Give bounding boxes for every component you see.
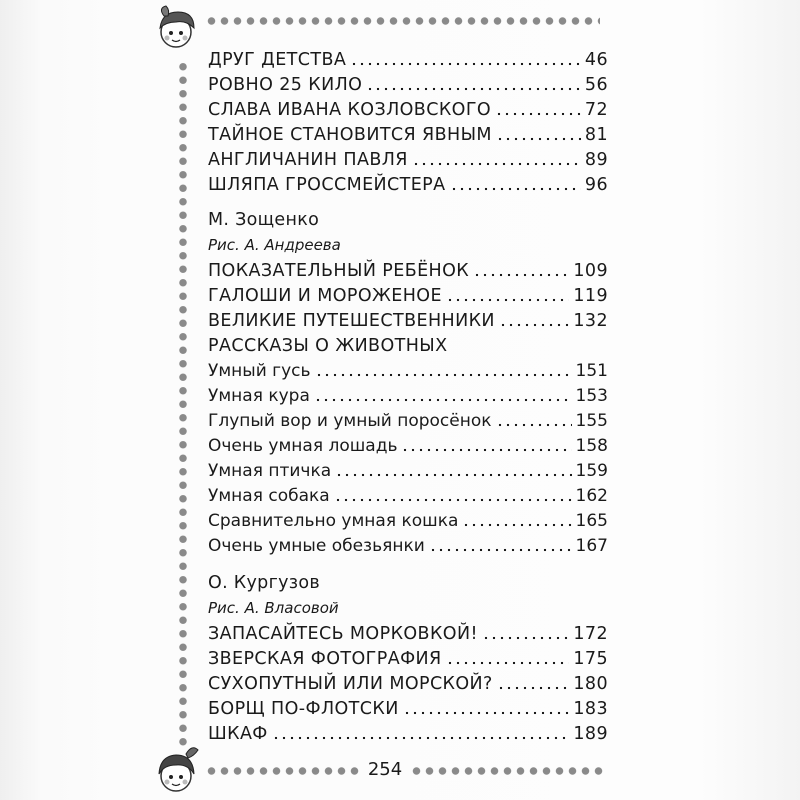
entry-title: Умная собака [208, 486, 330, 506]
toc-entry[interactable] [208, 359, 608, 383]
dot-border-top [205, 14, 600, 28]
entry-page: 89 [584, 150, 608, 170]
entry-title: СУХОПУТНЫЙ ИЛИ МОРСКОЙ? [208, 674, 493, 694]
dot-leader [473, 273, 569, 277]
toc-entry[interactable] [208, 484, 608, 508]
dot-leader [334, 498, 572, 502]
entry-title: Сравнительно умная кошка [208, 511, 459, 531]
entry-page: 172 [573, 624, 608, 644]
entry-page: 96 [584, 175, 608, 195]
toc-entry[interactable] [208, 622, 608, 646]
entry-page: 180 [573, 674, 608, 694]
toc-entry[interactable] [208, 309, 608, 333]
entry-title: ЗВЕРСКАЯ ФОТОГРАФИЯ [208, 649, 442, 669]
entry-title: ВЕЛИКИЕ ПУТЕШЕСТВЕННИКИ [208, 311, 495, 331]
entry-page: 72 [584, 100, 608, 120]
entry-title: СЛАВА ИВАНА КОЗЛОВСКОГО [208, 100, 492, 120]
entry-title: РОВНО 25 КИЛО [208, 75, 363, 95]
entry-title: Глупый вор и умный поросёнок [208, 411, 492, 431]
toc-entry[interactable] [208, 672, 608, 696]
entry-title: ШЛЯПА ГРОССМЕЙСТЕРА [208, 175, 446, 195]
entry-page: 109 [573, 261, 608, 281]
entry-page: 132 [573, 311, 608, 331]
toc-subheading[interactable] [208, 334, 608, 358]
entry-title: ПОКАЗАТЕЛЬНЫЙ РЕБЁНОК [208, 261, 470, 281]
entry-page: 159 [575, 461, 608, 481]
girl-face-icon [150, 742, 206, 798]
dot-leader [462, 523, 571, 527]
section-illustrator: Рис. А. Власовой [208, 599, 339, 617]
page-number: 254 [367, 759, 403, 780]
entry-page: 189 [573, 724, 608, 744]
entry-title: ЗАПАСАЙТЕСЬ МОРКОВКОЙ! [208, 624, 478, 644]
entry-page: 46 [584, 50, 608, 70]
toc-entry[interactable] [208, 148, 608, 172]
toc-entry[interactable] [208, 284, 608, 308]
dot-leader [499, 323, 570, 327]
dot-leader [446, 298, 569, 302]
entry-page: 162 [575, 486, 608, 506]
toc-entry[interactable] [208, 173, 608, 197]
entry-page: 151 [575, 361, 608, 381]
entry-title: ШКАФ [208, 724, 268, 744]
toc-entry[interactable] [208, 722, 608, 746]
dot-leader [446, 661, 570, 665]
dot-leader [401, 448, 571, 452]
toc-entry[interactable] [208, 48, 608, 72]
toc-entry[interactable] [208, 73, 608, 97]
dot-leader [412, 162, 581, 166]
section-author: О. Кургузов [208, 573, 320, 593]
toc-entry[interactable] [208, 98, 608, 122]
dot-border-bottom-right [410, 764, 605, 778]
entry-title: Очень умные обезьянки [208, 536, 425, 556]
dot-border-left [176, 60, 190, 750]
entry-title: Очень умная лошадь [208, 436, 398, 456]
entry-title: Умный гусь [208, 361, 311, 381]
dot-leader [335, 473, 571, 477]
dot-leader [350, 62, 581, 66]
entry-page: 119 [573, 286, 608, 306]
dot-leader [315, 373, 572, 377]
girl-face-icon [150, 2, 206, 56]
dot-leader [482, 636, 570, 640]
toc-entry[interactable] [208, 509, 608, 533]
entry-page: 81 [584, 125, 608, 145]
entry-title: Умная кура [208, 386, 310, 406]
entry-page: 167 [575, 536, 608, 556]
toc-entry[interactable] [208, 123, 608, 147]
toc-entry[interactable] [208, 434, 608, 458]
entry-title: БОРЩ ПО-ФЛОТСКИ [208, 699, 399, 719]
dot-leader [272, 736, 570, 740]
dot-leader [366, 87, 581, 91]
entry-title: РАССКАЗЫ О ЖИВОТНЫХ [208, 336, 448, 356]
entry-page: 155 [575, 411, 608, 431]
dot-leader [429, 548, 572, 552]
toc-entry[interactable] [208, 259, 608, 283]
dot-leader [403, 711, 570, 715]
toc-entry[interactable] [208, 459, 608, 483]
dot-leader [314, 398, 572, 402]
section-author: М. Зощенко [208, 210, 320, 230]
toc-entry[interactable] [208, 647, 608, 671]
toc-entry[interactable] [208, 384, 608, 408]
entry-title: Умная птичка [208, 461, 332, 481]
dot-leader [496, 137, 581, 141]
toc-entry[interactable] [208, 697, 608, 721]
entry-title: ГАЛОШИ И МОРОЖЕНОЕ [208, 286, 442, 306]
entry-page: 158 [575, 436, 608, 456]
dot-leader [497, 686, 570, 690]
entry-title: ДРУГ ДЕТСТВА [208, 50, 347, 70]
dot-leader [495, 112, 581, 116]
toc-entry[interactable] [208, 534, 608, 558]
dot-border-bottom-left [205, 764, 360, 778]
dot-leader [450, 187, 581, 191]
dot-leader [496, 423, 572, 427]
entry-page: 165 [575, 511, 608, 531]
entry-page: 175 [573, 649, 608, 669]
entry-page: 153 [575, 386, 608, 406]
section-illustrator: Рис. А. Андреева [208, 236, 341, 254]
entry-page: 56 [584, 75, 608, 95]
toc-entry[interactable] [208, 409, 608, 433]
entry-title: ТАЙНОЕ СТАНОВИТСЯ ЯВНЫМ [208, 125, 492, 145]
entry-page: 183 [573, 699, 608, 719]
entry-title: АНГЛИЧАНИН ПАВЛЯ [208, 150, 408, 170]
